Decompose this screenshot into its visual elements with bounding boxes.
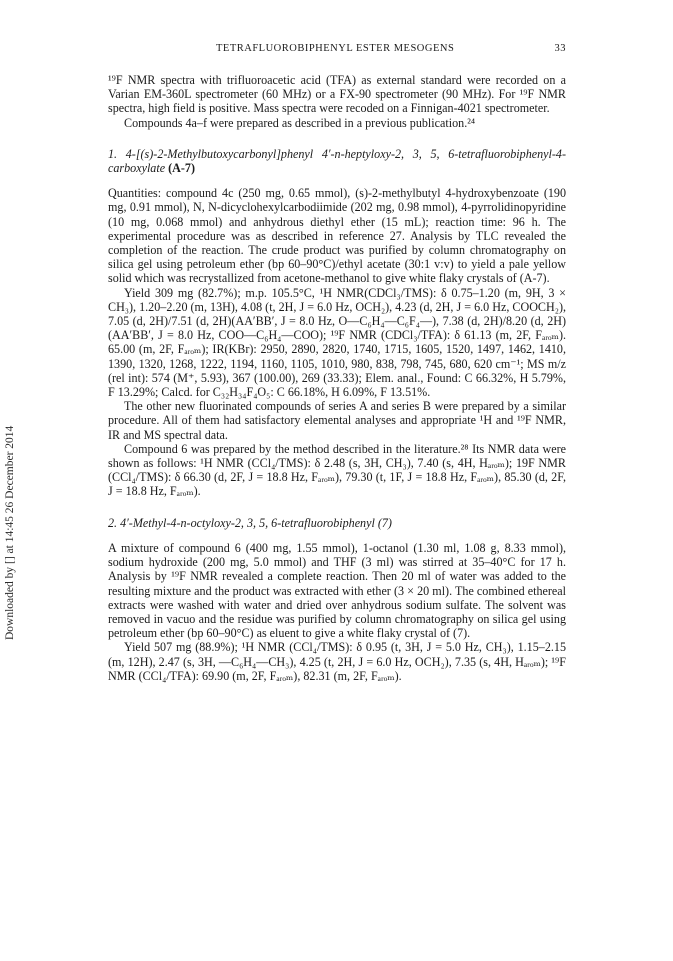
paragraph-yield-7: Yield 507 mg (88.9%); ¹H NMR (CCl₄/TMS): δ 0.95 (t, 3H, J = 5.0 Hz, CH₃), 1.15–2.15 (m, 12H), 2.47 (s, 3H, —C₆H₄—CH₃), 4.25 (t, 2H, J = 6.0 Hz, OCH₂), 7.35 (s, 4H, Hₐᵣₒₘ); ¹⁹F NMR (CCl₄/TFA): 69.90 (m, 2F, Fₐᵣₒₘ), 82.31 (m, 2F, Fₐᵣₒₘ). — [108, 640, 566, 683]
running-head-title: TETRAFLUOROBIPHENYL ESTER MESOGENS — [216, 43, 455, 54]
paragraph-compound-6: Compound 6 was prepared by the method described in the literature.²⁸ Its NMR data were shown as follows: ¹H NMR (CCl₄/TMS): δ 2.48 (s, 3H, CH₃), 7.40 (s, 4H, Hₐᵣₒₘ); 19F NMR (CCl₄/TMS): δ 66.30 (d, 2F, J = 18.8 Hz, Fₐᵣₒₘ), 79.30 (t, 1F, J = 18.8 Hz, Fₐᵣₒₘ), 85.30 (d, 2F, J = 18.8 Hz, Fₐᵣₒₘ). — [108, 441, 566, 499]
section-heading-1 — [108, 147, 566, 175]
compound-label-a7: (A-7) — [168, 161, 195, 176]
running-head — [108, 43, 566, 59]
paragraph-nmr-instruments: ¹⁹F NMR spectra with trifluoroacetic acid (TFA) as external standard were recorded on a Varian EM-360L spectrometer (60 MHz) or a FX-90 spectrometer (90 MHz). For ¹⁹F NMR spectra, high field is positive. Mass spectra were recoded on a Finnigan-4021 spectrometer. — [108, 73, 566, 116]
paragraph-quantities: Quantities: compound 4c (250 mg, 0.65 mmol), (s)-2-methylbutyl 4-hydroxybenzoate (190 mg, 0.91 mmol), N, N-dicyclohexylcarbodiimide (202 mg, 0.98 mmol), 4-pyrrolidinopyridine (10 mg, 0.068 mmol) and anhydrous diethyl ether (15 mL); reaction time: 96 h. The experimental procedure was as described in reference 27. Analysis by TLC revealed the completion of the reaction. The crude product was purified by column chromatography on silica gel using petroleum ether (bp 60–90°C)/ethyl acetate (30:1 v:v) to yield a pale yellow solid which was recrystallized from acetone-methanol to give white flaky crystals of (A-7). — [108, 186, 566, 286]
paragraph-mixture: A mixture of compound 6 (400 mg, 1.55 mmol), 1-octanol (1.30 ml, 1.08 g, 8.33 mmol), sodium hydroxide (200 mg, 5.0 mmol) and THF (3 ml) was stirred at 35–40°C for 17 h. Analysis by ¹⁹F NMR revealed a complete reaction. Then 20 ml of water was added to the resulting mixture and the product was extracted with ether (3 × 20 ml). The combined ethereal extracts were washed with water and dried over anhydrous sodium sulfate. The solvent was removed in vacuo and the residue was purified by column chromatography on silica gel using petroleum ether (bp 60–90°C) as eluent to give a white flaky crystal of (7). — [108, 540, 566, 641]
paragraph-other-compounds: The other new fluorinated compounds of series A and series B were prepared by a similar procedure. All of them had satisfactory elemental analyses and appropriate ¹H and ¹⁹F NMR, IR and MS spectral data. — [108, 399, 566, 442]
paragraph-compounds-4a-f: Compounds 4a–f were prepared as described in a previous publication.²⁴ — [124, 115, 476, 130]
section-heading-2: 2. 4′-Methyl-4-n-octyloxy-2, 3, 5, 6-tetrafluorobiphenyl (7) — [108, 515, 392, 530]
paragraph-yield-a7: Yield 309 mg (82.7%); m.p. 105.5°C, ¹H NMR(CDCl₃/TMS): δ 0.75–1.20 (m, 9H, 3 × CH₃), 1.20–2.20 (m, 13H), 4.08 (t, 2H, J = 6.0 Hz, OCH₂), 4.23 (d, 2H, J = 6.0 Hz, COOCH₂), 7.05 (d, 2H)/7.51 (d, 2H)(AA′BB′, J = 8.0 Hz, O—C₆H₄—C₆F₄—), 7.38 (d, 2H)/8.20 (d, 2H) (AA′BB′, J = 8.0 Hz, COO—C₆H₄—COO); ¹⁹F NMR (CDCl₃/TFA): δ 61.13 (m, 2F, Fₐᵣₒₘ). 65.00 (m, 2F, Fₐᵣₒₘ); IR(KBr): 2950, 2890, 2820, 1740, 1715, 1605, 1520, 1497, 1462, 1410, 1390, 1320, 1268, 1222, 1194, 1160, 1105, 1010, 980, 838, 798, 745, 680, 620 cm⁻¹; MS m/z (rel int): 574 (M⁺, 5.93), 367 (100.00), 269 (33.33); Elem. anal., Found: C 66.32%, H 5.79%, F 13.29%; Calcd. for C₃₂H₃₄F₄O₅: C 66.18%, H 6.09%, F 13.51%. — [108, 285, 566, 400]
page-number: 33 — [554, 43, 566, 54]
section-heading-1-text: 1. 4-[(s)-2-Methylbutoxycarbonyl]phenyl 4′-n-heptyloxy-2, 3, 5, 6-tetrafluorobiphenyl-4-carboxylate — [108, 146, 566, 176]
article-body — [108, 73, 566, 683]
download-watermark: Downloaded by [] at 14:45 26 December 2014 — [4, 425, 16, 640]
